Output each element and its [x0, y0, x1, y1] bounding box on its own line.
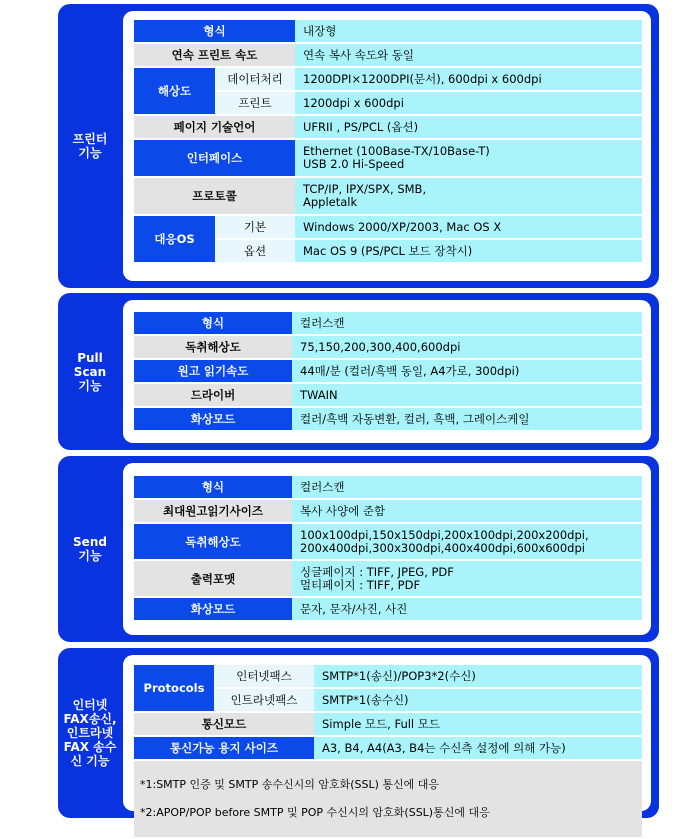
spec-sublabel: 프린트	[215, 92, 295, 114]
spec-value-line: 100x100dpi,150x150dpi,200x100dpi,200x200dpi,	[300, 527, 589, 542]
spec-value-line: Appletalk	[303, 195, 358, 209]
spec-label: 원고 읽기속도	[134, 360, 292, 382]
footnote-line: *2:APOP/POP before SMTP 및 POP 수신시의 암호화(SSL)통신에 대응	[140, 806, 490, 819]
printer-panel	[123, 11, 651, 281]
spec-value	[292, 524, 642, 559]
spec-value-line: TCP/IP, IPX/SPX, SMB,	[303, 182, 427, 196]
table-row	[134, 360, 642, 382]
table-row	[134, 561, 642, 596]
table-row	[134, 476, 642, 498]
spec-value: A3, B4, A4(A3, B4는 수신측 설정에 의해 가능)	[314, 737, 642, 759]
table-row	[134, 713, 642, 735]
spec-value: Simple 모드, Full 모드	[314, 713, 642, 735]
spec-value: SMTP*1(송신)/POP3*2(수신)	[314, 665, 642, 687]
send-panel	[123, 463, 651, 635]
table-row	[134, 20, 642, 42]
spec-label: Protocols	[134, 665, 214, 711]
spec-label: 연속 프린트 속도	[134, 44, 295, 66]
spec-value: 75,150,200,300,400,600dpi	[292, 336, 642, 358]
table-row	[134, 737, 642, 759]
spec-label: 대응OS	[134, 216, 215, 262]
spec-value: UFRII , PS/PCL (옵션)	[295, 116, 642, 138]
spec-label: 형식	[134, 20, 295, 42]
spec-label: 통신가능 용지 사이즈	[134, 737, 314, 759]
table-row	[134, 44, 642, 66]
pullscan-section	[58, 293, 659, 450]
spec-value: 내장형	[295, 20, 642, 42]
table-row	[134, 336, 642, 358]
spec-value: 1200DPI×1200DPI(문서), 600dpi x 600dpi	[295, 68, 642, 90]
table-row	[134, 140, 642, 176]
spec-value: 문자, 문자/사진, 사진	[292, 598, 642, 620]
spec-value: SMTP*1(송수신)	[314, 689, 642, 711]
spec-value-line: USB 2.0 Hi-Speed	[303, 157, 405, 171]
spec-label: 형식	[134, 476, 292, 498]
spec-label: 최대원고읽기사이즈	[134, 500, 292, 522]
table-row	[134, 116, 642, 138]
table-row	[134, 524, 642, 559]
spec-label: 독취해상도	[134, 336, 292, 358]
spec-sublabel: 인트라넷팩스	[214, 689, 314, 711]
table-row	[134, 384, 642, 406]
spec-label: 프로토콜	[134, 178, 295, 214]
spec-value-line: Ethernet (100Base-TX/10Base-T)	[303, 144, 490, 158]
spec-value-line: 멀티페이지 : TIFF, PDF	[300, 577, 421, 592]
spec-label: 화상모드	[134, 598, 292, 620]
spec-sublabel: 데이터처리	[215, 68, 295, 90]
spec-value: 컬러/흑백 자동변환, 컬러, 흑백, 그레이스케일	[292, 408, 642, 430]
spec-value: Mac OS 9 (PS/PCL 보드 장착시)	[295, 240, 642, 262]
spec-value: 컬러스캔	[292, 312, 642, 334]
table-row	[134, 500, 642, 522]
footnote-line: *1:SMTP 인증 및 SMTP 송수신시의 암호화(SSL) 통신에 대응	[140, 778, 440, 791]
send-section	[58, 456, 659, 642]
table-row	[134, 68, 642, 90]
spec-label: 드라이버	[134, 384, 292, 406]
pullscan-side-label: Pull Scan 기능	[73, 350, 107, 393]
internet-fax-spec-table	[134, 663, 642, 839]
spec-value	[295, 140, 642, 176]
send-side-label: Send 기능	[73, 535, 107, 563]
printer-spec-table	[134, 18, 642, 264]
spec-value-line: 싱글페이지 : TIFF, JPEG, PDF	[300, 564, 454, 579]
spec-label: 독취해상도	[134, 524, 292, 559]
spec-sublabel: 옵션	[215, 240, 295, 262]
internet-fax-side-label: 인터넷 FAX송신, 인트라넷 FAX 송수 신 기능	[63, 698, 117, 768]
pullscan-panel	[123, 300, 651, 443]
spec-label: 인터페이스	[134, 140, 295, 176]
spec-label: 형식	[134, 312, 292, 334]
table-row	[134, 216, 642, 238]
spec-sublabel: 기본	[215, 216, 295, 238]
spec-value: 컬러스캔	[292, 476, 642, 498]
printer-section	[58, 4, 659, 288]
spec-label: 해상도	[134, 68, 215, 114]
footnote	[134, 761, 642, 837]
pullscan-spec-table	[134, 310, 642, 432]
send-spec-table	[134, 474, 642, 622]
spec-value: 연속 복사 속도와 동일	[295, 44, 642, 66]
spec-label: 페이지 기술언어	[134, 116, 295, 138]
spec-sublabel: 인터넷팩스	[214, 665, 314, 687]
table-row	[134, 598, 642, 620]
spec-value	[292, 561, 642, 596]
spec-value: 44매/분 (컬러/흑백 동일, A4가로, 300dpi)	[292, 360, 642, 382]
printer-side-label: 프린터 기능	[72, 132, 108, 160]
internet-fax-panel	[123, 655, 651, 819]
spec-value: 1200dpi x 600dpi	[295, 92, 642, 114]
internet-fax-section	[58, 648, 659, 818]
spec-value	[295, 178, 642, 214]
spec-label: 출력포맷	[134, 561, 292, 596]
spec-value-line: 200x400dpi,300x300dpi,400x400dpi,600x600dpi	[300, 540, 585, 555]
table-row	[134, 761, 642, 837]
table-row	[134, 178, 642, 214]
spec-label: 통신모드	[134, 713, 314, 735]
spec-value: TWAIN	[292, 384, 642, 406]
spec-value: 복사 사양에 준함	[292, 500, 642, 522]
table-row	[134, 312, 642, 334]
table-row	[134, 665, 642, 687]
spec-label: 화상모드	[134, 408, 292, 430]
spec-value: Windows 2000/XP/2003, Mac OS X	[295, 216, 642, 238]
table-row	[134, 408, 642, 430]
